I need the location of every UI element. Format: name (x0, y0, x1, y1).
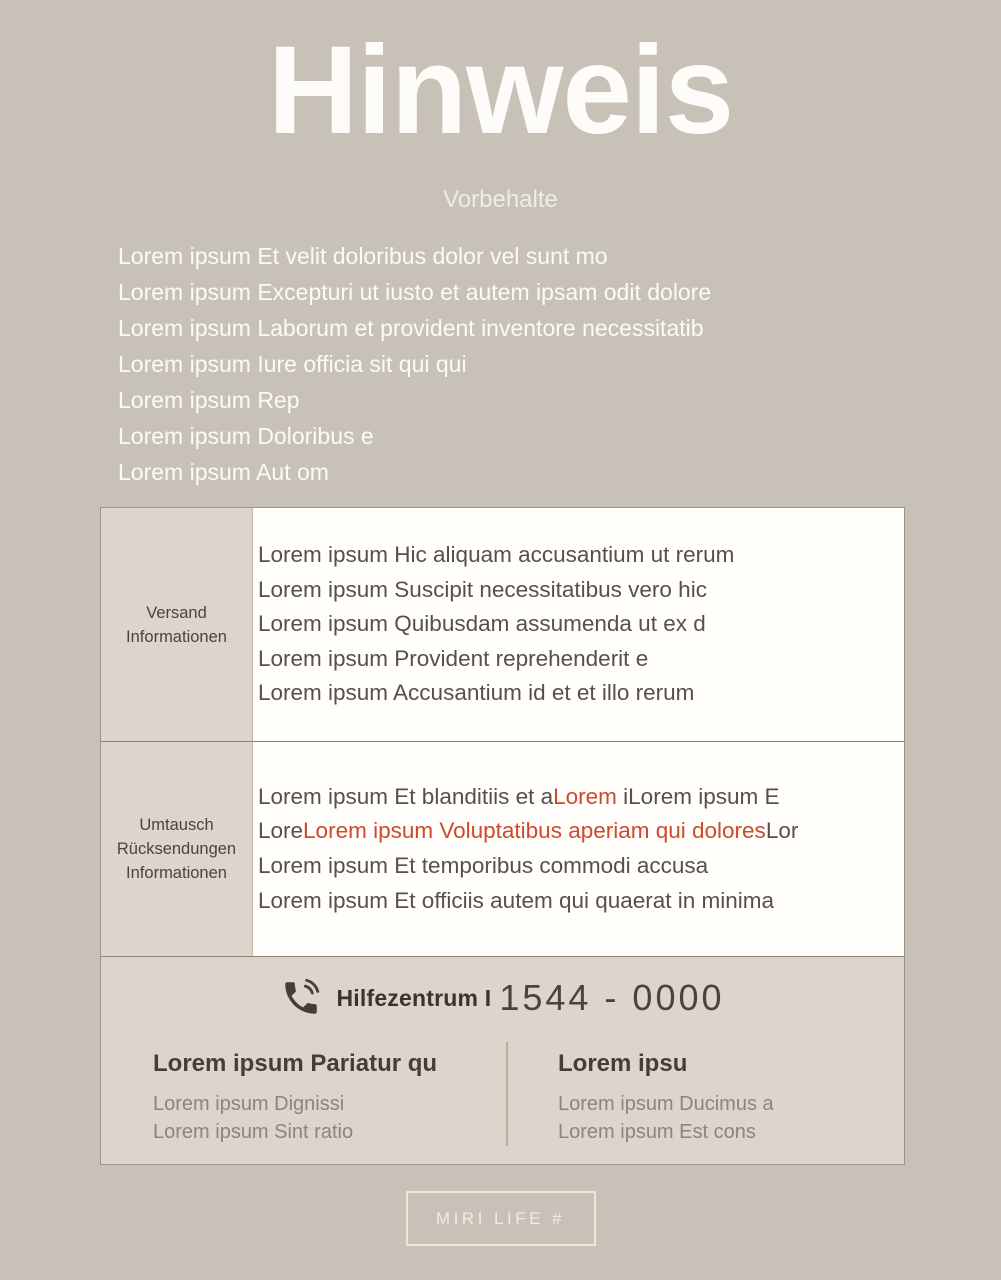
accent-text: Lorem ipsum Voluptatibus aperiam qui dolores (303, 818, 766, 844)
row-content-umtausch (253, 742, 904, 956)
help-column-title: Lorem ipsu (558, 1050, 688, 1077)
page-subtitle: Vorbehalte (443, 186, 558, 213)
info-line: Lorem ipsum Accusantium id et et illo rerum (258, 680, 695, 706)
help-phone-number: 1544 - 0000 (499, 977, 725, 1018)
help-column-line: Lorem ipsum Dignissi (153, 1093, 345, 1115)
note-line: Lorem ipsum Laborum et provident inventore necessitatib (118, 315, 704, 341)
info-line: Lorem ipsum Quibusdam assumenda ut ex d (258, 611, 706, 637)
notes-list (118, 238, 921, 490)
accent-text: Lorem (553, 783, 624, 809)
row-label-line: Versand (146, 603, 207, 622)
info-row-umtausch (101, 741, 904, 956)
help-column-line: Lorem ipsum Est cons (558, 1121, 756, 1143)
info-line: Lorem ipsum Et temporibus commodi accusa (258, 853, 709, 878)
info-line: Lorem ipsum Et blanditiis et aLorem iLorem ipsum E (258, 783, 780, 809)
help-column-title: Lorem ipsum Pariatur qu (153, 1050, 438, 1077)
row-content-versand (253, 508, 904, 741)
help-column-line: Lorem ipsum Sint ratio (153, 1121, 354, 1143)
note-line: Lorem ipsum Et velit doloribus dolor vel sunt mo (118, 243, 608, 269)
row-label-line: Rücksendungen (116, 840, 237, 858)
phone-volume-icon (280, 977, 322, 1019)
help-center-label: Hilfezentrum I (336, 984, 492, 1011)
row-label-line: Umtausch (139, 816, 214, 834)
info-table (100, 507, 905, 1165)
row-label-umtausch (101, 742, 253, 956)
row-label-line: Informationen (126, 627, 227, 646)
info-line: Lorem ipsum Et officiis autem qui quaerat in minima (258, 887, 775, 913)
info-row-versand (101, 508, 904, 741)
note-line: Lorem ipsum Iure officia sit qui qui (118, 351, 467, 377)
info-line: Lorem ipsum Suscipit necessitatibus vero hic (258, 576, 707, 602)
page-title: Hinweis (267, 21, 734, 160)
help-section (101, 956, 904, 1164)
note-line: Lorem ipsum Excepturi ut iusto et autem ipsam odit dolore (118, 279, 712, 305)
info-line: Lorem ipsum Hic aliquam accusantium ut rerum (258, 542, 735, 568)
help-columns (101, 1042, 904, 1146)
note-line: Lorem ipsum Aut om (118, 459, 329, 485)
help-column-left (101, 1042, 506, 1146)
info-line: LoreLorem ipsum Voluptatibus aperiam qui doloresLor (258, 818, 799, 844)
row-label-versand (101, 508, 253, 741)
note-line: Lorem ipsum Doloribus e (118, 423, 374, 449)
row-label-line: Informationen (126, 864, 227, 882)
help-phone-row (101, 977, 904, 1019)
note-line: Lorem ipsum Rep (118, 387, 300, 413)
brand-button[interactable]: MIRI LIFE # (406, 1191, 596, 1246)
help-column-right (506, 1042, 904, 1146)
info-line: Lorem ipsum Provident reprehenderit e (258, 645, 649, 671)
help-column-line: Lorem ipsum Ducimus a (558, 1093, 774, 1115)
